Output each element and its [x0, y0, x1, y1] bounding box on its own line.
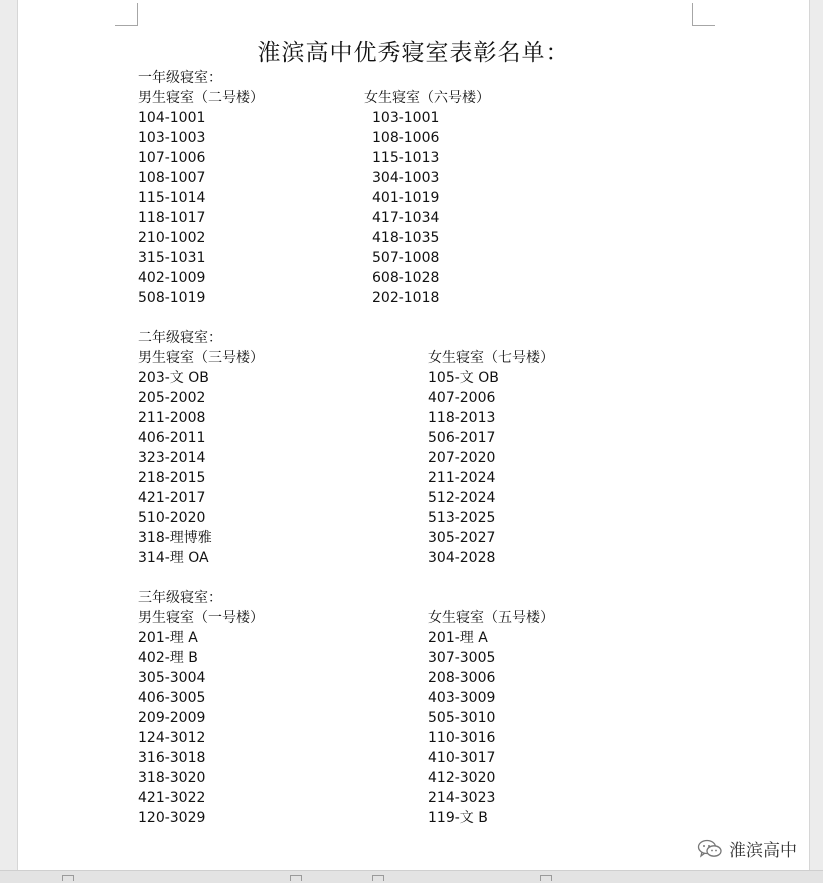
female-dorm-heading: 女生寝室（七号楼）: [428, 350, 554, 366]
male-room-item: 508-1019: [138, 290, 206, 306]
female-room-item: 202-1018: [372, 290, 440, 306]
male-room-item: 115-1014: [138, 190, 206, 206]
document-title: 淮滨高中优秀寝室表彰名单：: [257, 40, 570, 66]
female-room-item: 119-文 B: [428, 810, 488, 826]
female-room-item: 208-3006: [428, 670, 496, 686]
watermark: [697, 836, 797, 861]
scroll-tick: [62, 875, 74, 881]
female-room-item: 513-2025: [428, 510, 496, 526]
female-room-item: 103-1001: [372, 110, 440, 126]
female-dorm-heading: 女生寝室（五号楼）: [428, 610, 554, 626]
male-room-item: 209-2009: [138, 710, 206, 726]
female-room-item: 608-1028: [372, 270, 440, 286]
female-room-item: 412-3020: [428, 770, 496, 786]
female-room-item: 201-理 A: [428, 630, 488, 646]
female-room-item: 108-1006: [372, 130, 440, 146]
male-room-item: 107-1006: [138, 150, 206, 166]
male-room-item: 210-1002: [138, 230, 206, 246]
male-dorm-heading: 男生寝室（三号楼）: [138, 350, 264, 366]
female-room-item: 512-2024: [428, 490, 496, 506]
male-room-item: 421-2017: [138, 490, 206, 506]
female-dorm-heading: 女生寝室（六号楼）: [364, 90, 490, 106]
male-room-item: 108-1007: [138, 170, 206, 186]
female-room-item: 211-2024: [428, 470, 496, 486]
scroll-tick: [290, 875, 302, 881]
male-room-item: 316-3018: [138, 750, 206, 766]
female-room-item: 214-3023: [428, 790, 496, 806]
female-room-item: 304-2028: [428, 550, 496, 566]
scroll-tick: [372, 875, 384, 881]
female-room-item: 305-2027: [428, 530, 496, 546]
male-room-item: 510-2020: [138, 510, 206, 526]
male-room-item: 103-1003: [138, 130, 206, 146]
female-room-item: 401-1019: [372, 190, 440, 206]
female-room-item: 418-1035: [372, 230, 440, 246]
female-room-item: 507-1008: [372, 250, 440, 266]
male-room-item: 205-2002: [138, 390, 206, 406]
female-room-item: 115-1013: [372, 150, 440, 166]
crop-mark-top-right: [692, 3, 715, 26]
female-room-item: 407-2006: [428, 390, 496, 406]
male-room-item: 118-1017: [138, 210, 206, 226]
male-room-item: 120-3029: [138, 810, 206, 826]
status-bar: [0, 870, 823, 883]
male-room-item: 406-2011: [138, 430, 206, 446]
male-room-item: 124-3012: [138, 730, 206, 746]
female-room-item: 118-2013: [428, 410, 496, 426]
male-room-item: 203-文 OB: [138, 370, 209, 386]
female-room-item: 417-1034: [372, 210, 440, 226]
male-room-item: 406-3005: [138, 690, 206, 706]
male-room-item: 305-3004: [138, 670, 206, 686]
male-room-item: 104-1001: [138, 110, 206, 126]
male-room-item: 315-1031: [138, 250, 206, 266]
grade-heading: 一年级寝室：: [138, 70, 222, 86]
female-room-item: 307-3005: [428, 650, 496, 666]
male-room-item: 402-1009: [138, 270, 206, 286]
grade-heading: 二年级寝室：: [138, 330, 222, 346]
grade-heading: 三年级寝室：: [138, 590, 222, 606]
watermark-text: 淮滨高中: [729, 841, 797, 861]
crop-mark-top-left: [115, 3, 138, 26]
female-room-item: 410-3017: [428, 750, 496, 766]
male-room-item: 421-3022: [138, 790, 206, 806]
male-room-item: 211-2008: [138, 410, 206, 426]
male-room-item: 323-2014: [138, 450, 206, 466]
female-room-item: 105-文 OB: [428, 370, 499, 386]
male-dorm-heading: 男生寝室（一号楼）: [138, 610, 264, 626]
male-room-item: 318-理博雅: [138, 530, 212, 546]
male-room-item: 201-理 A: [138, 630, 198, 646]
female-room-item: 207-2020: [428, 450, 496, 466]
male-dorm-heading: 男生寝室（二号楼）: [138, 90, 264, 106]
male-room-item: 318-3020: [138, 770, 206, 786]
female-room-item: 403-3009: [428, 690, 496, 706]
female-room-item: 110-3016: [428, 730, 496, 746]
male-room-item: 402-理 B: [138, 650, 198, 666]
female-room-item: 304-1003: [372, 170, 440, 186]
document-page: [17, 0, 810, 871]
male-room-item: 218-2015: [138, 470, 206, 486]
female-room-item: 505-3010: [428, 710, 496, 726]
female-room-item: 506-2017: [428, 430, 496, 446]
scroll-tick: [540, 875, 552, 881]
wechat-icon: [697, 839, 723, 859]
male-room-item: 314-理 OA: [138, 550, 209, 566]
